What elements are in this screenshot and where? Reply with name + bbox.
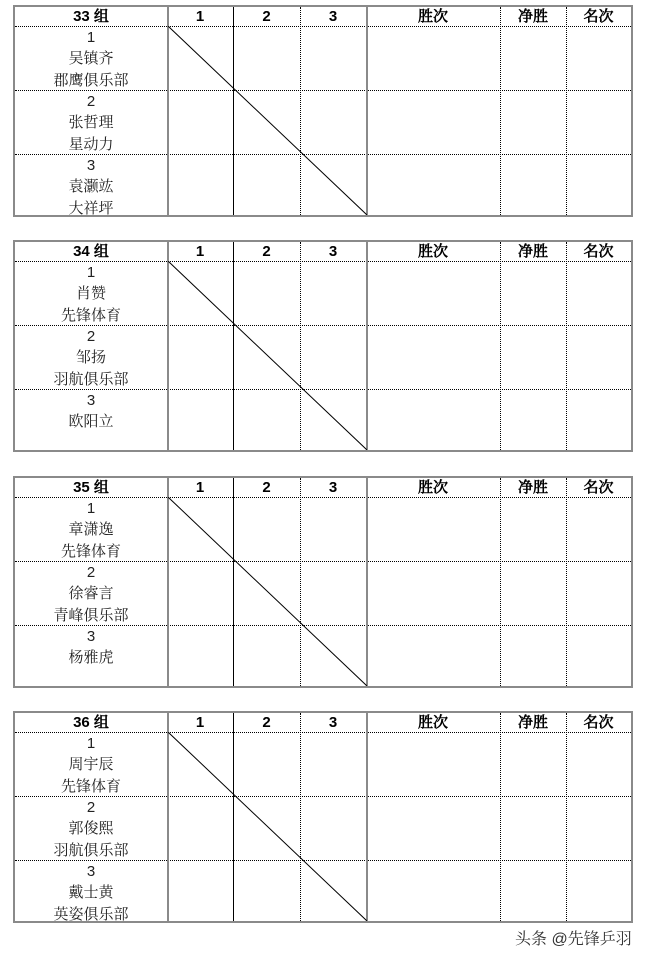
group-title: 33 组 — [73, 8, 109, 25]
column-divider — [566, 7, 567, 215]
player-name: 张哲理 — [68, 114, 114, 132]
column-divider — [500, 242, 501, 450]
player-seed: 3 — [86, 628, 96, 645]
player-name: 欧阳立 — [68, 413, 114, 431]
header-col-2: 2 — [262, 8, 271, 25]
player-club — [15, 433, 167, 454]
group-table — [13, 5, 633, 217]
player-cell — [15, 562, 167, 626]
header-col-3: 3 — [328, 243, 338, 260]
player-name: 吴镇齐 — [68, 50, 114, 68]
player-name: 肖赞 — [75, 285, 106, 303]
player-club: 英姿俱乐部 — [53, 905, 129, 923]
player-cell — [15, 797, 167, 861]
diagonal-self-match-line — [168, 497, 367, 686]
header-rank: 名次 — [583, 479, 614, 496]
player-cell — [15, 155, 167, 219]
header-net-wins: 净胜 — [517, 243, 548, 260]
header-col-2: 2 — [262, 479, 271, 496]
player-club: 青峰俱乐部 — [53, 606, 129, 624]
header-wins: 胜次 — [417, 479, 448, 496]
header-rank: 名次 — [583, 714, 614, 731]
header-wins: 胜次 — [417, 714, 448, 731]
player-club: 郡鹰俱乐部 — [53, 71, 129, 89]
player-club: 羽航俱乐部 — [53, 370, 129, 388]
watermark: 头条 @先锋乒羽 — [515, 931, 632, 948]
header-rank: 名次 — [583, 243, 614, 260]
player-seed: 1 — [86, 500, 96, 517]
column-divider — [500, 478, 501, 686]
player-club: 羽航俱乐部 — [53, 841, 129, 859]
player-club: 先锋体育 — [60, 306, 121, 324]
group-title: 35 组 — [73, 479, 109, 496]
player-seed: 1 — [86, 29, 96, 46]
header-col-3: 3 — [328, 714, 338, 731]
player-seed: 1 — [86, 735, 96, 752]
player-cell — [15, 262, 167, 326]
player-club — [15, 669, 167, 690]
header-col-1: 1 — [195, 479, 205, 496]
player-cell — [15, 91, 167, 155]
player-club: 先锋体育 — [60, 777, 121, 795]
header-net-wins: 净胜 — [517, 714, 548, 731]
player-seed: 2 — [86, 93, 96, 110]
header-net-wins: 净胜 — [517, 8, 548, 25]
player-name: 周宇辰 — [68, 756, 114, 774]
player-name: 邹扬 — [75, 349, 106, 367]
player-club: 大祥坪 — [68, 199, 114, 217]
group-title: 34 组 — [73, 243, 109, 260]
player-cell — [15, 27, 167, 91]
player-cell — [15, 861, 167, 925]
player-name: 徐睿言 — [68, 585, 114, 603]
header-col-1: 1 — [195, 714, 205, 731]
header-col-2: 2 — [262, 243, 271, 260]
column-divider — [566, 242, 567, 450]
player-name: 郭俊熙 — [68, 820, 114, 838]
column-divider — [500, 713, 501, 921]
column-divider — [566, 478, 567, 686]
group-table — [13, 711, 633, 923]
player-name: 袁灏竑 — [68, 178, 114, 196]
player-seed: 3 — [86, 157, 96, 174]
header-col-3: 3 — [328, 479, 338, 496]
player-cell — [15, 733, 167, 797]
diagonal-self-match-line — [168, 26, 367, 215]
diagonal-self-match-line — [168, 732, 367, 921]
player-cell — [15, 498, 167, 562]
player-cell — [15, 626, 167, 690]
group-table — [13, 476, 633, 688]
player-seed: 2 — [86, 564, 96, 581]
header-wins: 胜次 — [417, 243, 448, 260]
group-table — [13, 240, 633, 452]
header-col-1: 1 — [195, 243, 205, 260]
player-cell — [15, 390, 167, 454]
player-name: 戴士黄 — [68, 884, 114, 902]
column-divider — [500, 7, 501, 215]
header-col-2: 2 — [262, 714, 271, 731]
player-seed: 2 — [86, 328, 96, 345]
player-seed: 3 — [86, 863, 96, 880]
column-divider — [566, 713, 567, 921]
diagonal-self-match-line — [168, 261, 367, 450]
player-name: 章潇逸 — [68, 521, 114, 539]
player-name: 杨雅虎 — [68, 649, 114, 667]
header-net-wins: 净胜 — [517, 479, 548, 496]
header-wins: 胜次 — [417, 8, 448, 25]
player-seed: 3 — [86, 392, 96, 409]
header-col-1: 1 — [195, 8, 205, 25]
header-rank: 名次 — [583, 8, 614, 25]
player-club: 先锋体育 — [60, 542, 121, 560]
group-title: 36 组 — [73, 714, 109, 731]
header-col-3: 3 — [328, 8, 338, 25]
player-cell — [15, 326, 167, 390]
player-seed: 1 — [86, 264, 96, 281]
player-seed: 2 — [86, 799, 96, 816]
player-club: 星动力 — [68, 135, 114, 153]
